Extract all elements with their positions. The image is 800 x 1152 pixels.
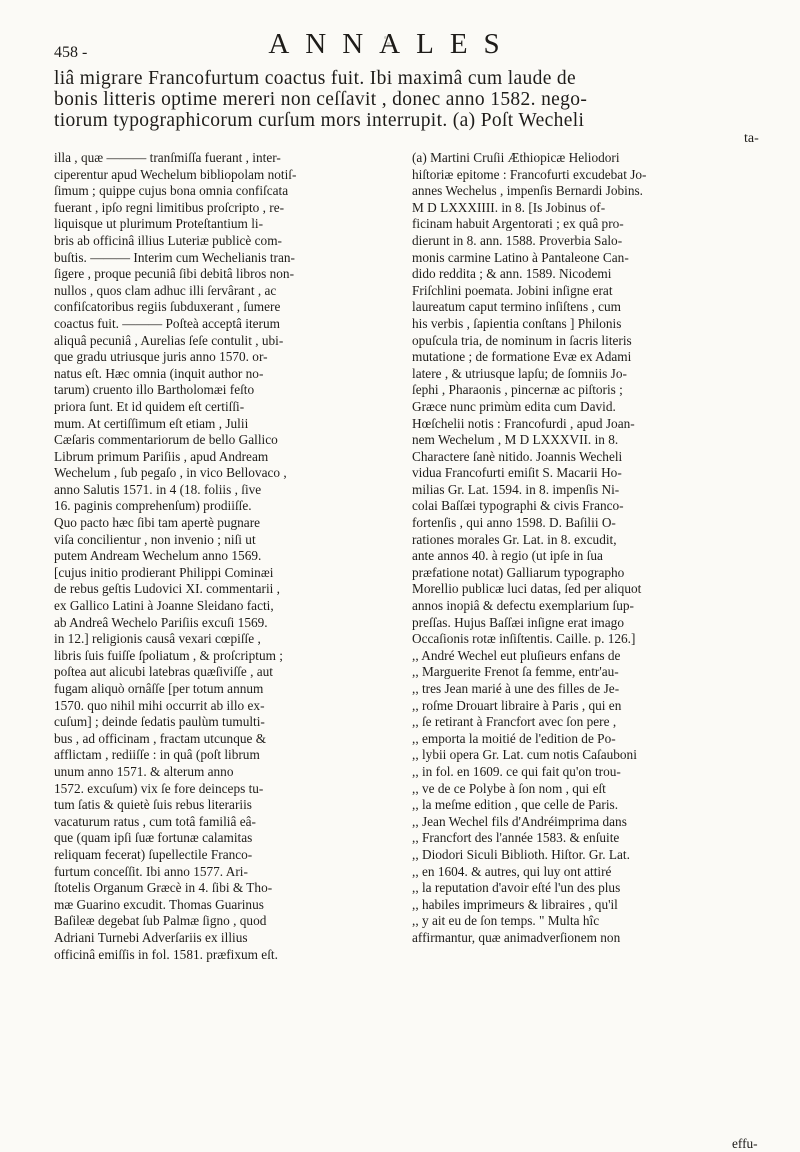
main-text <box>54 68 766 131</box>
left-column-line: aliquâ pecuniâ , Aurelias ſeſe contulit , ubi- <box>54 332 284 348</box>
left-column-line: Wechelum , ſub pegaſo , in vico Bellovaco , <box>54 465 287 481</box>
right-column-line: ſephi , Pharaonis , pincernæ ac piſtoris ; <box>412 382 623 398</box>
right-column-line: ,, roſme Drouart libraire à Paris , qui en <box>412 697 622 713</box>
right-column-line: ,, la meſme edition , que celle de Paris. <box>412 797 619 813</box>
left-column-line: natus eſt. Hæc omnia (inquit author no- <box>54 365 264 381</box>
right-column-line: Friſchlini poemata. Jobini inſigne erat <box>412 282 613 298</box>
catchword-top: ta- <box>744 131 759 146</box>
right-column-line: rationes morales Gr. Lat. in 8. excudit, <box>412 531 617 547</box>
main-text-line: tiorum typographicorum curſum mors interrupit. (a) Poſt Wecheli <box>54 110 585 131</box>
right-column-line: Græce nunc primùm edita cum David. <box>412 398 616 414</box>
right-column-line: opuſcula tria, de nominum in ſacris literis <box>412 332 632 348</box>
ink-spot <box>387 42 390 45</box>
left-column-line: Cæſaris commentariorum de bello Gallico <box>54 432 278 448</box>
left-column-line: 1570. quo nihil mihi occurrit ab illo ex- <box>54 697 265 713</box>
left-column-line: ciperentur apud Wechelum bibliopolam notiſ- <box>54 166 297 182</box>
right-column-line: ,, ve de ce Polybe à ſon nom , qui eſt <box>412 780 606 796</box>
right-column-line: hiſtoriæ epitome : Francofurti excudebat Jo- <box>412 166 647 182</box>
left-column-line: mum. At certiſſimum eſt etiam , Julii <box>54 415 249 431</box>
right-column-line: (a) Martini Cruſii Æthiopicæ Heliodori <box>412 150 620 165</box>
right-column-line: ficinam habuit Argentorati ; ex quâ pro- <box>412 216 624 232</box>
left-column-line: priora ſunt. Et id quidem eſt certiſſi- <box>54 398 245 414</box>
right-column-line: vidua Francofurti emiſit S. Macarii Ho- <box>412 465 622 481</box>
right-column-line: monis carmine Latino à Pantaleone Can- <box>412 249 629 265</box>
right-footnote-column <box>412 150 760 947</box>
right-column-line: ,, lybii opera Gr. Lat. cum notis Caſauboni <box>412 747 637 763</box>
left-column-line: poſtea aut alicubi latebras quæſiviſſe , aut <box>54 664 273 680</box>
left-column-line: ſimum ; quippe cujus bona omnia confiſcata <box>54 183 289 199</box>
left-column-line: de rebus geſtis Ludovici XI. commentarii , <box>54 581 280 597</box>
right-column-line: affirmantur, quæ animadverſionem non <box>412 929 621 945</box>
right-column-line: Occaſionis rotæ inſiſtentis. Caille. p. 126.] <box>412 631 636 647</box>
right-column-line: Morellio publicæ luci datas, ſed per aliquot <box>412 581 642 597</box>
right-column-line: ,, emporta la moitié de l'edition de Po- <box>412 730 616 746</box>
main-text-line: bonis litteris optime mereri non ceſſavit , donec anno 1582. nego- <box>54 89 588 110</box>
right-column-line: laureatum caput termino inſiſtens , cum <box>412 299 621 315</box>
right-column-line: ,, en 1604. & autres, qui luy ont attiré <box>412 863 612 879</box>
right-column-line: ,, ſe retirant à Francfort avec ſon pere , <box>412 714 617 730</box>
left-column-line: ſigere , proque pecuniâ ſibi debitâ libros non- <box>54 266 295 282</box>
running-title: ANNALES <box>268 28 516 60</box>
right-column-line: ,, Francfort des l'année 1583. & enſuite <box>412 830 620 846</box>
right-column-line: ,, Diodori Siculi Biblioth. Hiſtor. Gr. Lat. <box>412 846 630 862</box>
right-column-line: dierunt in 8. ann. 1588. Proverbia Salo- <box>412 232 623 248</box>
left-column-line: fuerant , ipſo regni limitibus proſcripto , re- <box>54 199 285 215</box>
page-header <box>0 14 800 64</box>
left-column-line: tum ſatis & quietè ſuis rebus literariis <box>54 797 252 813</box>
left-column-line: libris ſuis fuiſſe ſpoliatum , & proſcriptum ; <box>54 647 283 663</box>
right-column-line: annes Wechelus , impenſis Bernardi Jobins. <box>412 183 643 199</box>
left-column-line: vacaturum ratus , cum totâ familiâ eâ- <box>54 813 256 829</box>
left-column-line: que (quam ipſi ſuæ fortunæ calamitas <box>54 830 253 846</box>
left-column-line: coactus fuit. ——— Poſteà acceptâ iterum <box>54 315 280 331</box>
right-column-line: colai Baſſæi typographi & civis Franco- <box>412 498 624 514</box>
left-column-line: [cujus initio prodierant Philippi Cominæi <box>54 564 274 580</box>
left-column-line: Baſileæ degebat ſub Palmæ ſigno , quod <box>54 913 267 929</box>
main-text-line: liâ migrare Francofurtum coactus fuit. Ibi maximâ cum laude de <box>54 68 577 89</box>
right-column-line: ,, in fol. en 1609. ce qui fait qu'on trou- <box>412 763 621 779</box>
right-column-line: præfatione notat) Galliarum typographo <box>412 564 625 580</box>
left-column-line: in 12.] religionis causâ vexari cœpiſſe , <box>54 631 261 647</box>
right-column-line: mutatione ; de formatione Evæ ex Adami <box>412 349 632 365</box>
right-column-line: his verbis , ſapientia conſtans ] Philonis <box>412 315 622 331</box>
right-column-line: Hœſchelii notis : Francofurdi , apud Joan- <box>412 415 635 431</box>
right-column-line: ,, tres Jean marié à une des filles de Je- <box>412 681 620 696</box>
right-column-line: Charactere ſanè nitido. Joannis Wecheli <box>412 448 623 464</box>
left-column-line: Adriani Turnebi Adverſariis ex illius <box>54 929 248 945</box>
left-column-line: 16. paginis comprehenſum) prodiiſſe. <box>54 498 252 514</box>
left-footnote-column <box>54 150 402 963</box>
right-column-line: ,, Marguerite Frenot ſa femme, entr'au- <box>412 664 619 680</box>
left-column-line: ex Gallico Latini à Joanne Sleidano facti, <box>54 598 274 614</box>
left-column-line: anno Salutis 1571. in 4 (18. foliis , ſive <box>54 481 262 497</box>
left-column-line: bris ab officinâ illius Luteriæ publicè com- <box>54 232 282 248</box>
right-column-line: dido reddita ; & ann. 1589. Nicodemi <box>412 266 612 282</box>
left-column-line: Librum primum Pariſiis , apud Andream <box>54 448 269 464</box>
right-column-line: ,, Jean Wechel fils d'Andréimprima dans <box>412 813 627 829</box>
catchword-bottom: effu- <box>732 1136 758 1151</box>
left-column-line: que gradu utriusque juris anno 1570. or- <box>54 349 268 365</box>
right-column-line: latere , & utriusque lapſu; de ſomniis Jo- <box>412 365 627 381</box>
left-column-line: ſtotelis Organum Græcè in 4. ſibi & Tho- <box>54 880 273 896</box>
page-number: 458 - <box>54 44 88 61</box>
left-column-line: fugam aliquò ornâſſe [per totum annum <box>54 681 264 696</box>
left-column-line: illa , quæ ——— tranſmiſſa fuerant , inter- <box>54 150 281 165</box>
left-column-line: ab Andreâ Wechelo Pariſiis excuſi 1569. <box>54 614 268 630</box>
left-column-line: tarum) cruento illo Bartholomæi feſto <box>54 382 255 398</box>
right-column-line: ,, André Wechel eut pluſieurs enfans de <box>412 647 621 663</box>
left-column-line: buſtis. ——— Interim cum Wechelianis tran- <box>54 249 295 265</box>
left-column-line: officinâ emiſſis in fol. 1581. præfixum eſt. <box>54 946 278 962</box>
left-column-line: putem Andream Wechelum anno 1569. <box>54 548 262 564</box>
left-column-line: confiſcatoribus regiis ſubduxerant , ſumere <box>54 299 281 315</box>
left-column-line: liquisque ut plurimum Proteſtantium li- <box>54 216 264 232</box>
right-column-line: M D LXXXIIII. in 8. [Is Jobinus of- <box>412 199 606 215</box>
right-column-line: ,, la reputation d'avoir eſté l'un des plus <box>412 880 621 896</box>
right-column-line: fortenſis , qui anno 1598. D. Baſilii O- <box>412 515 616 531</box>
left-column-line: unum anno 1571. & alterum anno <box>54 763 234 779</box>
right-column-line: ,, y ait eu de ſon temps. " Multa hîc <box>412 913 600 929</box>
right-column-line: ante annos 40. à regio (ut ipſe in ſua <box>412 548 603 564</box>
right-column-line: ,, habiles imprimeurs & libraires , qu'il <box>412 896 618 912</box>
ink-spot <box>384 36 387 39</box>
left-column-line: bus , ad officinam , fractam utcunque & <box>54 730 267 746</box>
left-column-line: mæ Guarino excudit. Thomas Guarinus <box>54 896 264 912</box>
left-column-line: furtum conceſſit. Ibi anno 1577. Ari- <box>54 863 248 879</box>
right-column-line: nem Wechelum , M D LXXXVII. in 8. <box>412 432 619 448</box>
left-column-line: afflictam , rediiſſe : in quâ (poſt librum <box>54 747 260 763</box>
right-column-line: milias Gr. Lat. 1594. in 8. impenſis Ni- <box>412 481 620 497</box>
left-column-line: viſa concilientur , non invenio ; niſi ut <box>54 531 256 547</box>
left-column-line: cuſum] ; deinde ſedatis paulùm tumulti- <box>54 714 265 730</box>
left-column-line: Quo pacto hæc ſibi tam apertè pugnare <box>54 515 261 531</box>
left-column-line: reliquam fecerat) ſupellectile Franco- <box>54 846 253 862</box>
right-column-line: annos inopiâ & defectu exemplarium ſup- <box>412 598 634 614</box>
left-column-line: nullos , quos clam adhuc illi ſervârant , ac <box>54 282 277 298</box>
left-column-line: 1572. excuſum) vix ſe fore deinceps tu- <box>54 780 264 796</box>
right-column-line: preſſas. Hujus Baſſæi inſigne erat imago <box>412 614 624 630</box>
